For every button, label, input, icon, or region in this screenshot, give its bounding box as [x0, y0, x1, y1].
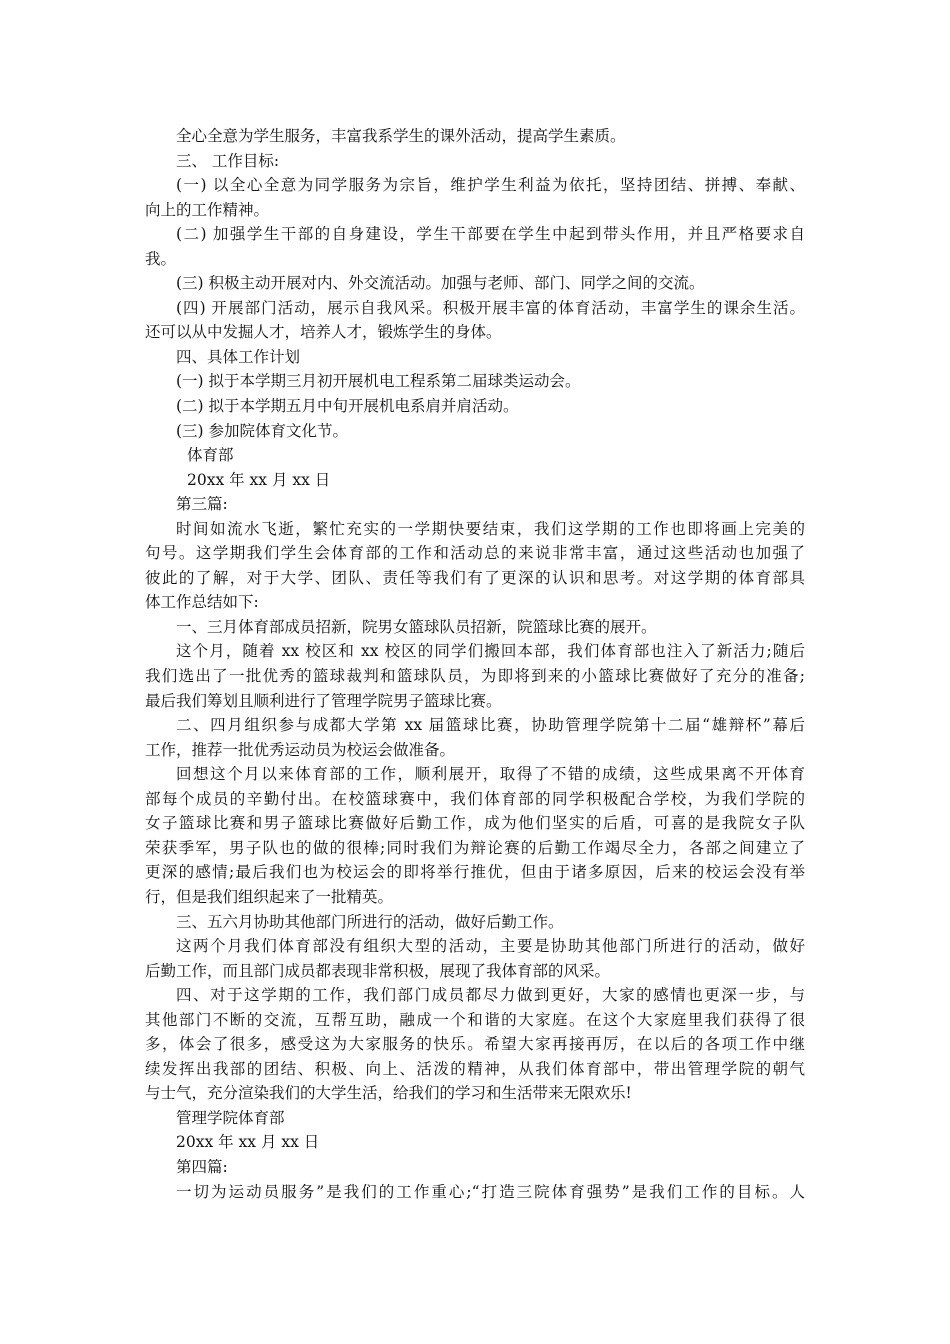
text-line: 第三篇: — [176, 495, 228, 514]
text-line: (一) 拟于本学期三月初开展机电工程系第二届球类运动会。 — [176, 372, 581, 391]
text-line: (二) 加强学生干部的自身建设，学生干部要在学生中起到带头作用，并且严格要求自 — [176, 225, 805, 244]
text-line: 三、五六月协助其他部门所进行的活动，做好后勤工作。 — [176, 912, 564, 931]
text-line: 体工作总结如下: — [145, 593, 259, 612]
text-line: 二、四月组织参与成都大学第 xx 届篮球比赛，协助管理学院第十二届“雄辩杯”幕后 — [176, 716, 805, 735]
text-line: 还可以从中发掘人才，培养人才，锻炼学生的身体。 — [145, 323, 502, 342]
text-line: 三、 工作目标: — [176, 151, 280, 170]
text-line: 向上的工作精神。 — [145, 200, 270, 219]
text-line: 全心全意为学生服务，丰富我系学生的课外活动，提高学生素质。 — [176, 127, 626, 145]
text-line: 女子篮球比赛和男子篮球比赛做好后勤工作，成为他们坚实的后盾，可喜的是我院女子队 — [145, 814, 805, 833]
text-line: 其他部门不断的交流，互帮互助，融成一个和谐的大家庭。在这个大家庭里我们获得了很 — [145, 1010, 805, 1029]
text-line: 最后我们筹划且顺利进行了管理学院男子篮球比赛。 — [145, 691, 502, 710]
text-line: 荣获季军，男子队也的做的很棒;同时我们为辩论赛的后勤工作竭尽全力，各部之间建立了 — [145, 838, 805, 857]
text-line: 一、三月体育部成员招新，院男女篮球队员招新，院篮球比赛的展开。 — [176, 617, 657, 636]
text-line: 彼此的了解，对于大学、团队、责任等我们有了更深的认识和思考。对这学期的体育部具 — [145, 568, 805, 587]
text-line: 四、具体工作计划 — [176, 347, 301, 366]
text-line: 我。 — [145, 249, 177, 268]
text-line: 工作，推荐一批优秀运动员为校运会做准备。 — [145, 740, 456, 759]
text-line: 句号。这学期我们学生会体育部的工作和活动总的来说非常丰富，通过这些活动也加强了 — [145, 544, 805, 563]
text-line: 体育部 — [187, 446, 234, 465]
text-line: 20xx 年 xx 月 xx 日 — [176, 1133, 320, 1152]
text-line: 20xx 年 xx 月 xx 日 — [187, 470, 331, 489]
text-line: 一切为运动员服务”是我们的工作重心;“打造三院体育强势”是我们工作的目标。人 — [176, 1182, 805, 1201]
text-line: 部每个成员的辛勤付出。在校篮球赛中，我们体育部的同学积极配合学校，为我们学院的 — [145, 789, 805, 808]
text-line: 行，但是我们组织起来了一批精英。 — [145, 887, 394, 906]
text-line: 这两个月我们体育部没有组织大型的活动，主要是协助其他部门所进行的活动，做好 — [176, 937, 805, 956]
text-line: 四、对于这学期的工作，我们部门成员都尽力做到更好，大家的感情也更深一步，与 — [176, 986, 805, 1005]
text-line: 这个月，随着 xx 校区和 xx 校区的同学们搬回本部，我们体育部也注入了新活力;随后 — [176, 642, 805, 661]
document-body — [145, 124, 805, 1204]
text-line: 多，体会了很多，感受这为大家服务的快乐。希望大家再接再厉，在以后的各项工作中继 — [145, 1035, 805, 1054]
text-line: 与士气，充分渲染我们的大学生活，给我们的学习和生活带来无限欢乐! — [145, 1084, 632, 1103]
text-line: 第四篇: — [176, 1157, 228, 1176]
text-line: 更深的感情;最后我们也为校运会的即将举行推优，但由于诸多原因，后来的校运会没有举 — [145, 863, 805, 882]
text-line: (四) 开展部门活动，展示自我风采。积极开展丰富的体育活动，丰富学生的课余生活。 — [176, 298, 805, 317]
text-line: (二) 拟于本学期五月中旬开展机电系肩并肩活动。 — [176, 397, 519, 416]
text-line: 后勤工作，而且部门成员都表现非常积极，展现了我体育部的风采。 — [145, 961, 611, 980]
text-line: 时间如流水飞逝，繁忙充实的一学期快要结束，我们这学期的工作也即将画上完美的 — [176, 519, 805, 538]
text-line: 管理学院体育部 — [176, 1108, 285, 1127]
text-line: (三) 参加院体育文化节。 — [176, 421, 349, 440]
text-line: (三) 积极主动开展对内、外交流活动。加强与老师、部门、同学之间的交流。 — [176, 274, 705, 293]
text-line: 我们选出了一批优秀的篮球裁判和篮球队员，为即将到来的小篮球比赛做好了充分的准备; — [145, 667, 805, 686]
text-line: 续发挥出我部的团结、积极、向上、活泼的精神，从我们体育部中，带出管理学院的朝气 — [145, 1059, 805, 1078]
text-line: 回想这个月以来体育部的工作，顺利展开，取得了不错的成绩，这些成果离不开体育 — [176, 765, 805, 784]
text-line: (一) 以全心全意为同学服务为宗旨，维护学生利益为依托，坚持团结、拼搏、奉献、 — [176, 176, 805, 195]
